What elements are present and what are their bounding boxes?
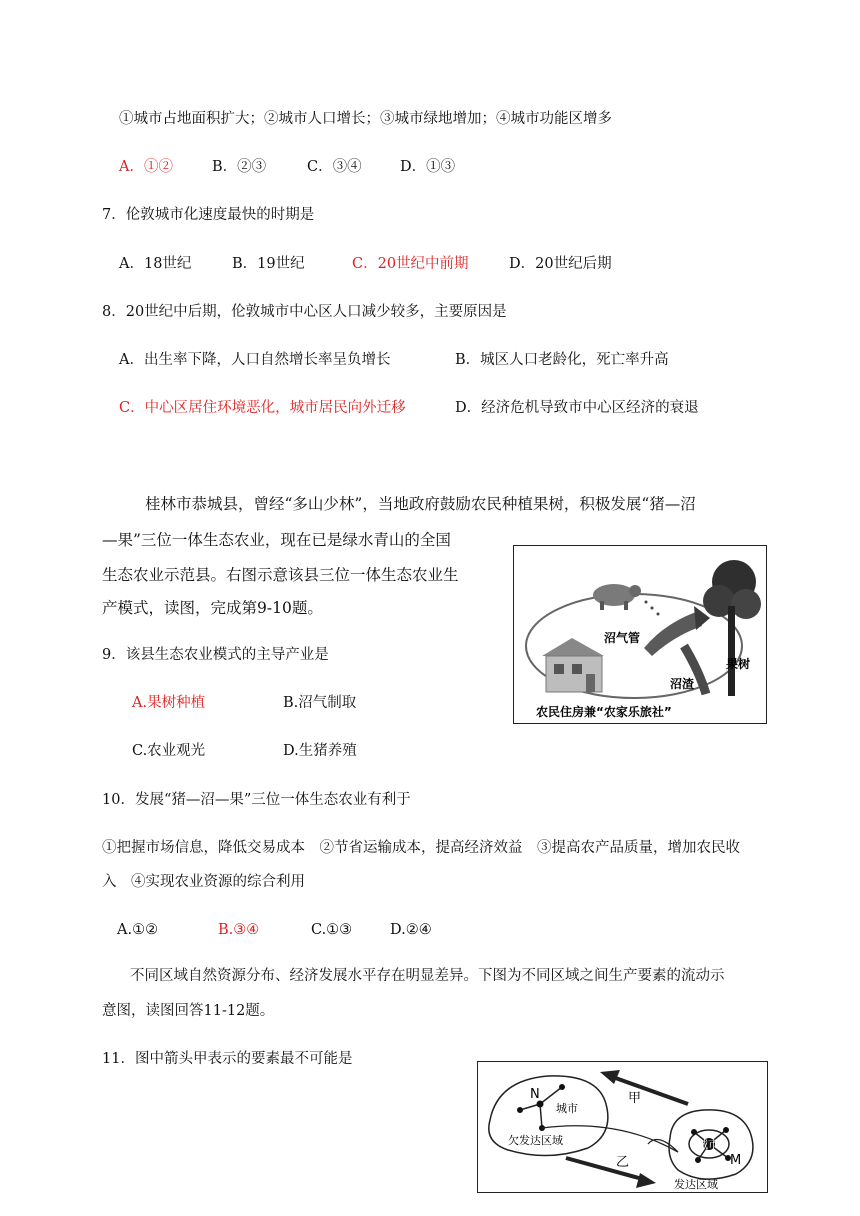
q10-items-line1: ①把握市场信息，降低交易成本 ②节省运输成本，提高经济效益 ③提高农产品质量，增加农民收 [102, 840, 740, 856]
q6-option-c: C．③④ [307, 159, 362, 175]
q7-option-d: D．20世纪后期 [509, 256, 612, 272]
node-m-label: M [730, 1153, 742, 1168]
passage2-line4: 产模式，读图，完成第9-10题。 [102, 599, 323, 617]
q6-option-a: A．①② [119, 159, 173, 175]
q6-items: ①城市占地面积扩大；②城市人口增长；③城市绿地增加；④城市功能区增多 [119, 111, 612, 127]
q6-option-b: B．②③ [212, 159, 267, 175]
q10-stem: 10．发展“猪—沼—果”三位一体生态农业有利于 [102, 792, 411, 808]
city-left-label: 城市 [556, 1102, 578, 1115]
q10-option-a: A.①② [117, 922, 159, 938]
q6-option-d: D．①③ [400, 159, 456, 175]
q8-stem: 8．20世纪中后期，伦敦城市中心区人口减少较多，主要原因是 [102, 304, 507, 320]
pig-icon [593, 584, 641, 610]
fruit-tree-icon [703, 560, 761, 696]
q9-option-b: B.沼气制取 [283, 695, 357, 711]
q10-items-line2: 入 ④实现农业资源的综合利用 [102, 874, 305, 890]
node-n-label: N [530, 1087, 540, 1102]
q11-stem: 11．图中箭头甲表示的要素最不可能是 [102, 1051, 353, 1067]
q7-stem: 7．伦敦城市化速度最快的时期是 [102, 207, 315, 223]
q9-stem: 9．该县生态农业模式的主导产业是 [102, 647, 329, 663]
q9-option-a: A.果树种植 [132, 695, 206, 711]
passage2-line2: —果”三位一体生态农业，现在已是绿水青山的全国 [102, 531, 451, 549]
q7-option-c: C．20世纪中前期 [352, 256, 469, 272]
passage2-line3: 生态农业示范县。右图示意该县三位一体生态农业生 [102, 566, 459, 584]
q10-option-c: C.①③ [311, 922, 353, 938]
q8-option-d: D．经济危机导致市中心区经济的衰退 [455, 400, 699, 416]
underdeveloped-region-label: 欠发达区域 [508, 1134, 563, 1147]
label-residue: 沼渣 [670, 677, 695, 691]
factor-flow-diagram [478, 1062, 767, 1192]
q10-option-d: D.②④ [390, 922, 432, 938]
q8-option-c: C．中心区居住环境恶化，城市居民向外迁移 [119, 400, 406, 416]
q9-option-c: C.农业观光 [132, 743, 206, 759]
arrow-jia-label: 甲 [628, 1091, 642, 1106]
label-biogas: 沼气管 [604, 631, 641, 645]
label-fruit-tree: 果树 [726, 657, 751, 671]
passage3-line1: 不同区域自然资源分布、经济发展水平存在明显差异。下图为不同区域之间生产要素的流动示 [130, 968, 725, 984]
arrow-yi-label: 乙 [616, 1155, 630, 1170]
eco-agriculture-diagram [514, 546, 766, 723]
developed-region-label: 发达区域 [674, 1178, 718, 1191]
q10-option-b: B.③④ [218, 922, 260, 938]
eco-agriculture-figure [513, 545, 767, 724]
passage3-line2: 意图，读图回答11-12题。 [102, 1003, 275, 1019]
q9-option-d: D.生猪养殖 [283, 743, 357, 759]
q7-option-a: A．18世纪 [119, 256, 192, 272]
farmhouse-icon [542, 638, 604, 692]
city-right-label: 城市 [697, 1138, 719, 1151]
q8-option-b: B．城区人口老龄化，死亡率升高 [455, 352, 669, 368]
q8-option-a: A．出生率下降，人口自然增长率呈负增长 [119, 352, 391, 368]
factor-flow-figure [477, 1061, 768, 1193]
q7-option-b: B．19世纪 [232, 256, 305, 272]
figure1-caption: 农民住房兼“农家乐旅社” [536, 705, 672, 719]
passage2-line1: 桂林市恭城县，曾经“多山少林”，当地政府鼓励农民种植果树，积极发展“猪—沼 [145, 495, 696, 513]
